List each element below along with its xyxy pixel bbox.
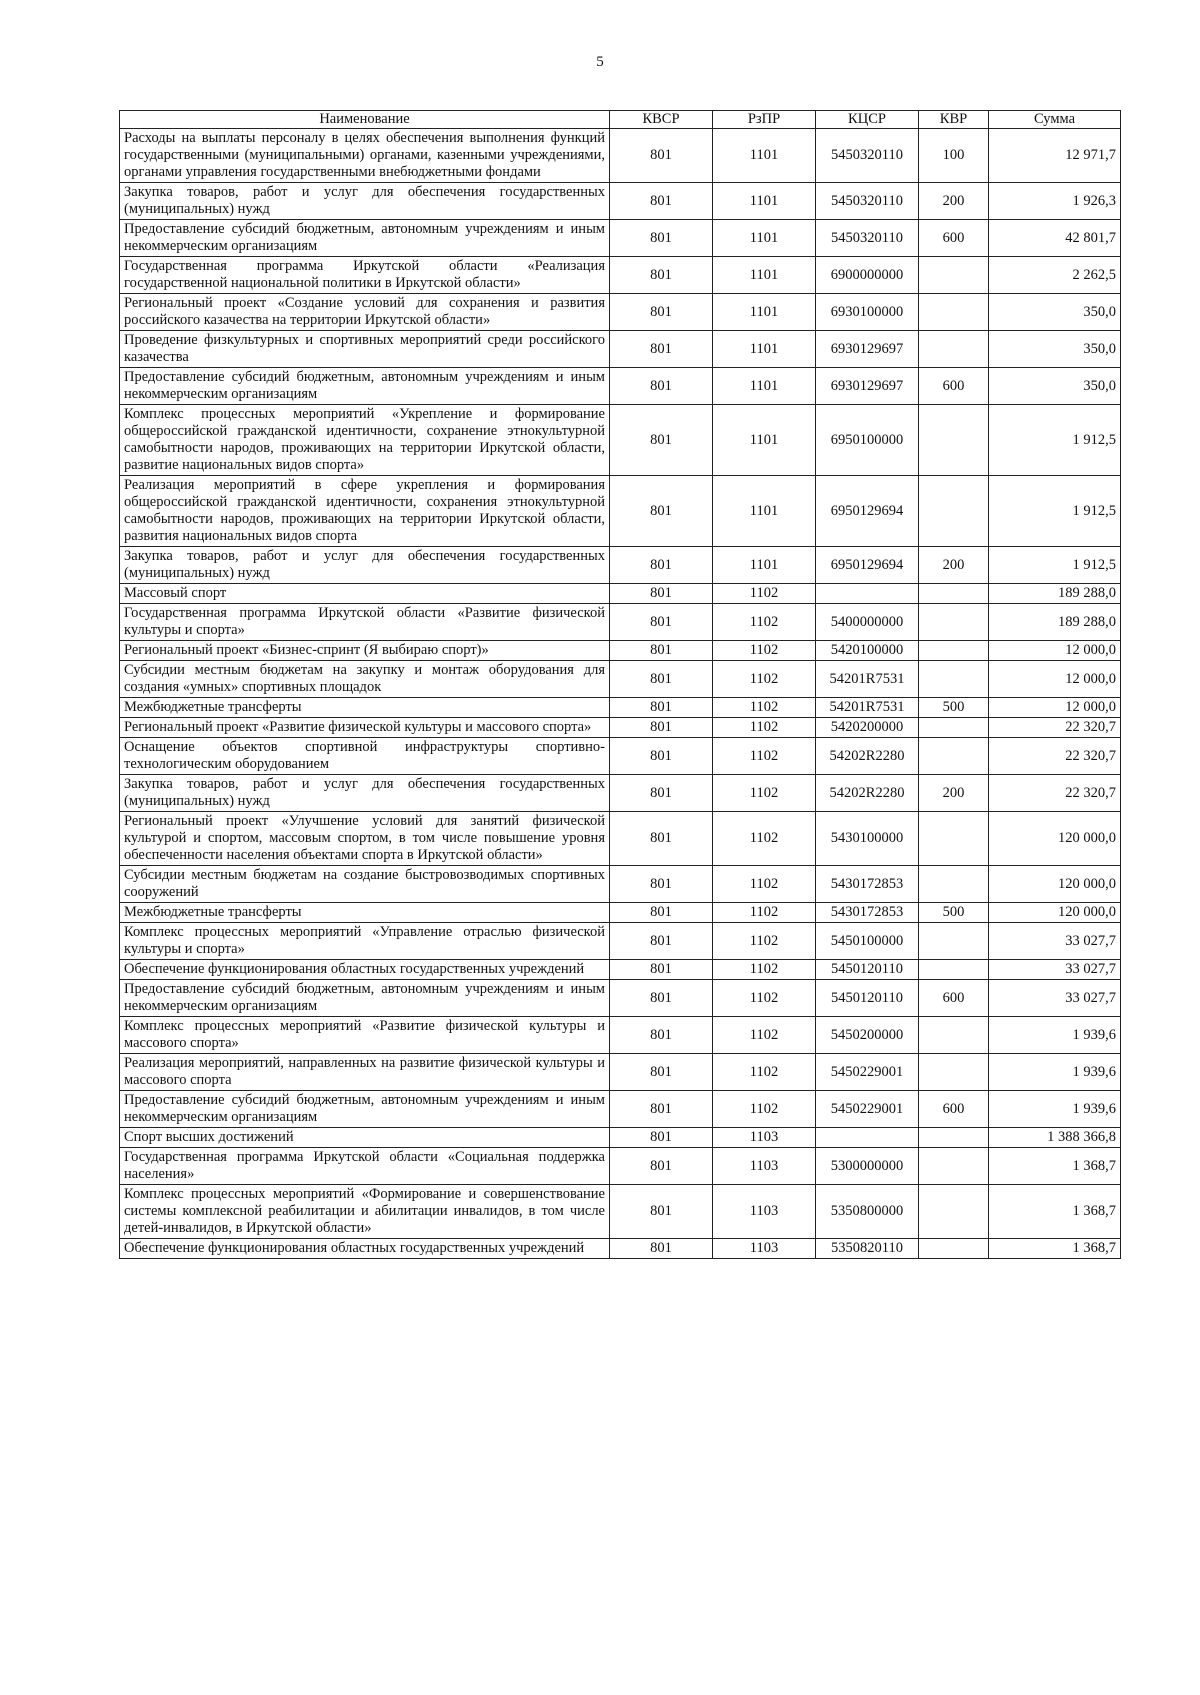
cell-name: Государственная программа Иркутской области «Реализация государственной национальной политики в Иркутской области» [120,257,610,294]
cell-kvr: 600 [919,980,989,1017]
cell-kvr: 600 [919,368,989,405]
cell-kvsr: 801 [610,476,713,547]
cell-kvsr: 801 [610,812,713,866]
table-row [120,294,1121,331]
cell-kvr: 200 [919,775,989,812]
cell-kvr [919,476,989,547]
cell-sum: 1 388 366,8 [989,1128,1121,1148]
cell-name: Государственная программа Иркутской области «Развитие физической культуры и спорта» [120,604,610,641]
cell-kvsr: 801 [610,405,713,476]
cell-kcsr: 5430100000 [816,812,919,866]
cell-rzpr: 1103 [713,1239,816,1259]
cell-kvr [919,604,989,641]
cell-kvsr: 801 [610,1239,713,1259]
cell-kvr [919,866,989,903]
cell-kvr [919,738,989,775]
cell-kvsr: 801 [610,923,713,960]
cell-sum: 12 000,0 [989,661,1121,698]
cell-rzpr: 1102 [713,738,816,775]
cell-sum: 1 368,7 [989,1148,1121,1185]
cell-kvr: 600 [919,220,989,257]
cell-rzpr: 1102 [713,1091,816,1128]
table-row [120,476,1121,547]
cell-kcsr: 6900000000 [816,257,919,294]
table-row [120,1148,1121,1185]
cell-kcsr: 54202R2280 [816,775,919,812]
cell-kvsr: 801 [610,1148,713,1185]
cell-kvr [919,257,989,294]
page-number: 5 [596,54,604,70]
cell-kvr [919,812,989,866]
table-row [120,1185,1121,1239]
cell-rzpr: 1102 [713,1017,816,1054]
table-row [120,1091,1121,1128]
cell-rzpr: 1102 [713,775,816,812]
cell-rzpr: 1101 [713,331,816,368]
table-row [120,866,1121,903]
cell-rzpr: 1102 [713,584,816,604]
cell-rzpr: 1101 [713,476,816,547]
table-row [120,220,1121,257]
cell-rzpr: 1101 [713,368,816,405]
cell-sum: 1 368,7 [989,1185,1121,1239]
cell-kvr [919,661,989,698]
cell-rzpr: 1101 [713,294,816,331]
cell-kvsr: 801 [610,129,713,183]
cell-sum: 33 027,7 [989,960,1121,980]
cell-name: Закупка товаров, работ и услуг для обеспечения государственных (муниципальных) нужд [120,775,610,812]
cell-rzpr: 1102 [713,903,816,923]
table-row [120,661,1121,698]
cell-sum: 120 000,0 [989,866,1121,903]
cell-kvr [919,1148,989,1185]
table-row [120,547,1121,584]
table-row [120,718,1121,738]
cell-rzpr: 1102 [713,698,816,718]
cell-kvsr: 801 [610,368,713,405]
cell-rzpr: 1102 [713,980,816,1017]
table-row [120,129,1121,183]
cell-sum: 350,0 [989,294,1121,331]
header-kcsr: КЦСР [816,111,919,129]
cell-kcsr: 5450120110 [816,980,919,1017]
cell-sum: 22 320,7 [989,775,1121,812]
cell-kcsr [816,584,919,604]
cell-name: Государственная программа Иркутской области «Социальная поддержка населения» [120,1148,610,1185]
cell-kvr: 100 [919,129,989,183]
cell-kvr: 200 [919,547,989,584]
cell-rzpr: 1102 [713,923,816,960]
cell-kvsr: 801 [610,718,713,738]
table-row [120,1054,1121,1091]
table-body [120,129,1121,1259]
cell-rzpr: 1102 [713,718,816,738]
table-row [120,1239,1121,1259]
cell-kvsr: 801 [610,738,713,775]
cell-kvsr: 801 [610,257,713,294]
cell-sum: 189 288,0 [989,604,1121,641]
cell-sum: 1 912,5 [989,405,1121,476]
table-row [120,183,1121,220]
cell-name: Комплекс процессных мероприятий «Формирование и совершенствование системы комплексной реабилитации и абилитации инвалидов, в том числе детей-инвалидов, в Иркутской области» [120,1185,610,1239]
cell-sum: 350,0 [989,368,1121,405]
cell-rzpr: 1103 [713,1148,816,1185]
cell-rzpr: 1102 [713,812,816,866]
cell-kcsr: 5350820110 [816,1239,919,1259]
cell-kvsr: 801 [610,960,713,980]
cell-name: Реализация мероприятий в сфере укрепления и формирования общероссийской гражданской идентичности, сохранения этнокультурной самобытности народов, проживающих на территории Иркутской области, развития национальных видов спорта [120,476,610,547]
cell-kvsr: 801 [610,604,713,641]
cell-rzpr: 1103 [713,1128,816,1148]
cell-rzpr: 1103 [713,1185,816,1239]
cell-kvsr: 801 [610,584,713,604]
cell-name: Субсидии местным бюджетам на создание быстровозводимых спортивных сооружений [120,866,610,903]
cell-kvr: 500 [919,698,989,718]
table-row [120,775,1121,812]
cell-kvr [919,1239,989,1259]
cell-kvsr: 801 [610,866,713,903]
cell-name: Предоставление субсидий бюджетным, автономным учреждениям и иным некоммерческим организациям [120,1091,610,1128]
cell-kvsr: 801 [610,294,713,331]
cell-kvr [919,923,989,960]
cell-kvsr: 801 [610,641,713,661]
cell-kcsr: 5450229001 [816,1054,919,1091]
cell-kcsr: 6930129697 [816,368,919,405]
cell-sum: 22 320,7 [989,738,1121,775]
cell-rzpr: 1102 [713,960,816,980]
cell-rzpr: 1102 [713,641,816,661]
cell-name: Обеспечение функционирования областных государственных учреждений [120,960,610,980]
cell-kcsr: 54201R7531 [816,698,919,718]
cell-kcsr: 6950100000 [816,405,919,476]
cell-kvsr: 801 [610,220,713,257]
cell-sum: 1 912,5 [989,547,1121,584]
cell-sum: 120 000,0 [989,903,1121,923]
cell-name: Оснащение объектов спортивной инфраструктуры спортивно-технологическим оборудованием [120,738,610,775]
cell-sum: 33 027,7 [989,980,1121,1017]
cell-sum: 2 262,5 [989,257,1121,294]
cell-kvsr: 801 [610,1185,713,1239]
cell-rzpr: 1101 [713,547,816,584]
cell-kcsr: 5450320110 [816,220,919,257]
cell-kvsr: 801 [610,980,713,1017]
cell-name: Расходы на выплаты персоналу в целях обеспечения выполнения функций государственными (муниципальными) органами, казенными учреждениями, органами управления государственными внебюджетными фондами [120,129,610,183]
header-sum: Сумма [989,111,1121,129]
cell-kvr [919,294,989,331]
cell-name: Проведение физкультурных и спортивных мероприятий среди российского казачества [120,331,610,368]
cell-sum: 1 912,5 [989,476,1121,547]
cell-kvr [919,1054,989,1091]
cell-kcsr: 5450320110 [816,183,919,220]
cell-name: Закупка товаров, работ и услуг для обеспечения государственных (муниципальных) нужд [120,547,610,584]
cell-rzpr: 1101 [713,405,816,476]
table-row [120,1128,1121,1148]
cell-kvr [919,331,989,368]
table-row [120,960,1121,980]
cell-name: Предоставление субсидий бюджетным, автономным учреждениям и иным некоммерческим организациям [120,220,610,257]
cell-kcsr: 5400000000 [816,604,919,641]
cell-kvsr: 801 [610,775,713,812]
table-row [120,812,1121,866]
cell-kcsr: 5420100000 [816,641,919,661]
cell-kcsr: 5350800000 [816,1185,919,1239]
cell-name: Региональный проект «Создание условий для сохранения и развития российского казачества на территории Иркутской области» [120,294,610,331]
cell-name: Массовый спорт [120,584,610,604]
cell-sum: 120 000,0 [989,812,1121,866]
cell-sum: 1 926,3 [989,183,1121,220]
cell-kcsr [816,1128,919,1148]
cell-sum: 1 368,7 [989,1239,1121,1259]
cell-sum: 1 939,6 [989,1017,1121,1054]
cell-name: Спорт высших достижений [120,1128,610,1148]
cell-name: Субсидии местным бюджетам на закупку и монтаж оборудования для создания «умных» спортивных площадок [120,661,610,698]
cell-kvsr: 801 [610,698,713,718]
table-row [120,257,1121,294]
cell-name: Региональный проект «Бизнес-спринт (Я выбираю спорт)» [120,641,610,661]
cell-kvr: 200 [919,183,989,220]
cell-kvr [919,960,989,980]
cell-kvr [919,1017,989,1054]
header-name: Наименование [120,111,610,129]
cell-kcsr: 5450320110 [816,129,919,183]
cell-kvr: 600 [919,1091,989,1128]
cell-kcsr: 54201R7531 [816,661,919,698]
cell-sum: 1 939,6 [989,1091,1121,1128]
cell-kcsr: 6950129694 [816,476,919,547]
cell-rzpr: 1102 [713,1054,816,1091]
cell-kcsr: 6930129697 [816,331,919,368]
cell-name: Комплекс процессных мероприятий «Управление отраслью физической культуры и спорта» [120,923,610,960]
cell-sum: 22 320,7 [989,718,1121,738]
header-rzpr: РзПР [713,111,816,129]
cell-name: Закупка товаров, работ и услуг для обеспечения государственных (муниципальных) нужд [120,183,610,220]
cell-sum: 350,0 [989,331,1121,368]
cell-name: Комплекс процессных мероприятий «Развитие физической культуры и массового спорта» [120,1017,610,1054]
cell-sum: 189 288,0 [989,584,1121,604]
cell-kvr [919,1128,989,1148]
table-row [120,331,1121,368]
cell-sum: 12 000,0 [989,641,1121,661]
cell-kvsr: 801 [610,903,713,923]
cell-kcsr: 6950129694 [816,547,919,584]
cell-kcsr: 5420200000 [816,718,919,738]
cell-kvsr: 801 [610,183,713,220]
cell-kcsr: 5450120110 [816,960,919,980]
cell-rzpr: 1101 [713,183,816,220]
table-header-row [120,111,1121,129]
table-row [120,903,1121,923]
cell-kcsr: 5430172853 [816,866,919,903]
table-row [120,584,1121,604]
cell-name: Предоставление субсидий бюджетным, автономным учреждениям и иным некоммерческим организациям [120,368,610,405]
table-row [120,738,1121,775]
cell-rzpr: 1101 [713,220,816,257]
cell-rzpr: 1101 [713,257,816,294]
table-row [120,698,1121,718]
cell-kvr: 500 [919,903,989,923]
cell-sum: 1 939,6 [989,1054,1121,1091]
cell-sum: 12 971,7 [989,129,1121,183]
budget-table [119,110,1121,1259]
cell-kvsr: 801 [610,1054,713,1091]
cell-kcsr: 5450229001 [816,1091,919,1128]
table-row [120,1017,1121,1054]
cell-name: Предоставление субсидий бюджетным, автономным учреждениям и иным некоммерческим организациям [120,980,610,1017]
cell-name: Региональный проект «Развитие физической культуры и массового спорта» [120,718,610,738]
cell-kcsr: 5430172853 [816,903,919,923]
header-kvsr: КВСР [610,111,713,129]
table-row [120,641,1121,661]
cell-kcsr: 6930100000 [816,294,919,331]
cell-kcsr: 54202R2280 [816,738,919,775]
cell-kcsr: 5300000000 [816,1148,919,1185]
cell-sum: 12 000,0 [989,698,1121,718]
cell-name: Комплекс процессных мероприятий «Укрепление и формирование общероссийской гражданской идентичности, сохранение этнокультурной самобытности народов, проживающих на территории Иркутской области, развитие национальных видов спорта» [120,405,610,476]
cell-name: Реализация мероприятий, направленных на развитие физической культуры и массового спорта [120,1054,610,1091]
cell-rzpr: 1102 [713,661,816,698]
cell-kvsr: 801 [610,1017,713,1054]
cell-kvsr: 801 [610,1091,713,1128]
cell-kvr [919,641,989,661]
cell-kvr [919,584,989,604]
table-row [120,368,1121,405]
cell-sum: 33 027,7 [989,923,1121,960]
table-row [120,923,1121,960]
cell-kvsr: 801 [610,1128,713,1148]
cell-rzpr: 1101 [713,129,816,183]
table-row [120,405,1121,476]
cell-name: Межбюджетные трансферты [120,698,610,718]
cell-kvr [919,1185,989,1239]
cell-kvr [919,405,989,476]
cell-kvsr: 801 [610,331,713,368]
cell-name: Региональный проект «Улучшение условий для занятий физической культурой и спортом, массовым спортом, в том числе повышение уровня обеспеченности населения объектами спорта в Иркутской области» [120,812,610,866]
header-kvr: КВР [919,111,989,129]
cell-name: Межбюджетные трансферты [120,903,610,923]
cell-kvsr: 801 [610,547,713,584]
table-row [120,604,1121,641]
cell-kvsr: 801 [610,661,713,698]
cell-name: Обеспечение функционирования областных государственных учреждений [120,1239,610,1259]
cell-kcsr: 5450200000 [816,1017,919,1054]
cell-sum: 42 801,7 [989,220,1121,257]
table-row [120,980,1121,1017]
cell-kvr [919,718,989,738]
cell-rzpr: 1102 [713,866,816,903]
cell-rzpr: 1102 [713,604,816,641]
cell-kcsr: 5450100000 [816,923,919,960]
